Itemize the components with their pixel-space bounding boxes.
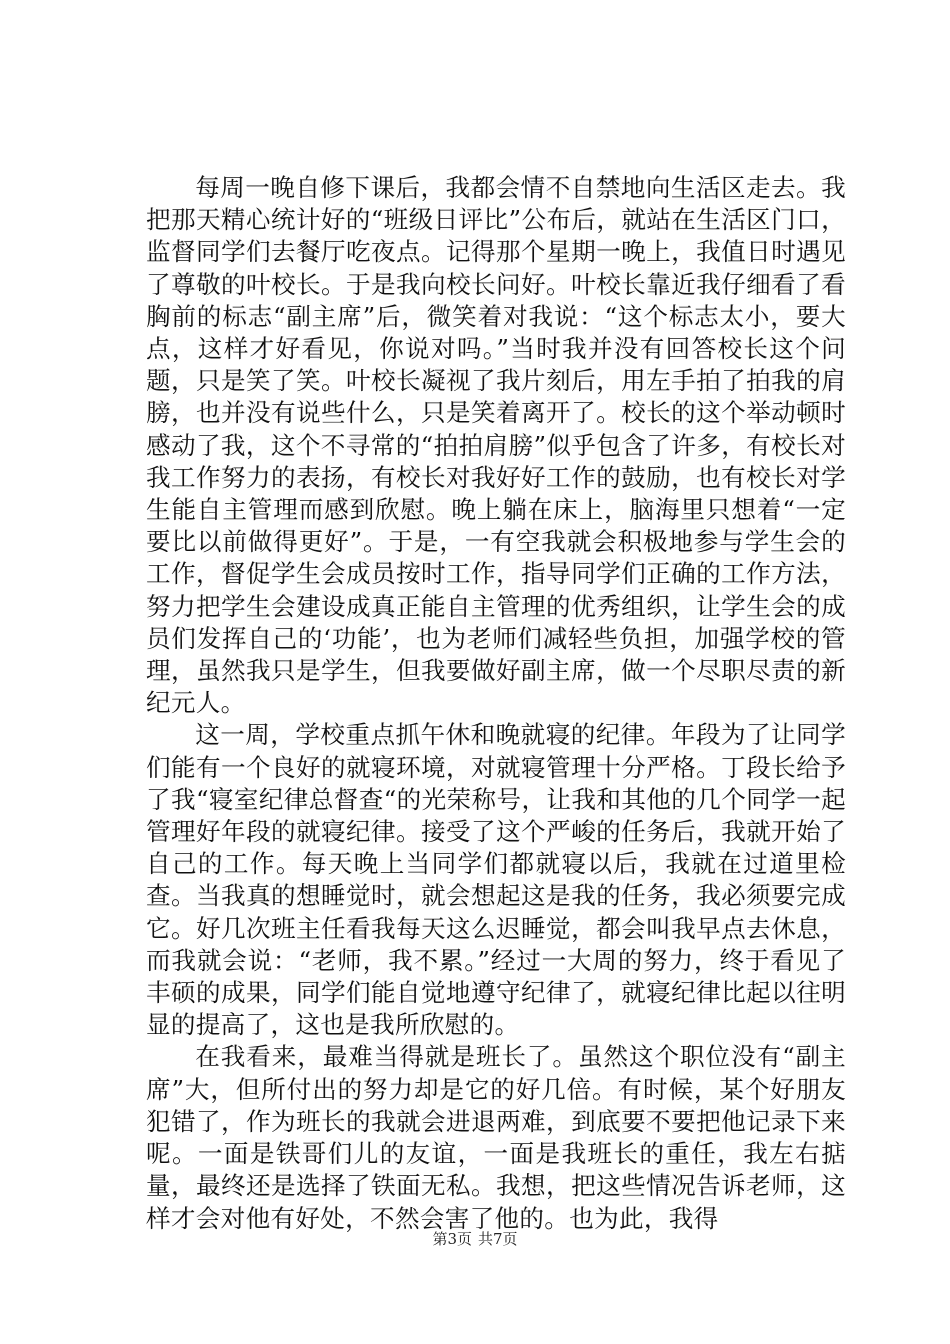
body-text xyxy=(146,172,846,1235)
paragraph-1: 每周一晚自修下课后，我都会情不自禁地向生活区走去。我把那天精心统计好的“班级日评比”公布后，就站在生活区门口，监督同学们去餐厅吃夜点。记得那个星期一晚上，我值日时遇见了尊敬的叶校长。于是我向校长问好。叶校长靠近我仔细看了看胸前的标志“副主席”后，微笑着对我说：“这个标志太小，要大点，这样才好看见，你说对吗。”当时我并没有回答校长这个问题，只是笑了笑。叶校长凝视了我片刻后，用左手拍了拍我的肩膀，也并没有说些什么，只是笑着离开了。校长的这个举动顿时感动了我，这个不寻常的“拍拍肩膀”似乎包含了许多，有校长对我工作努力的表扬，有校长对我好好工作的鼓励，也有校长对学生能自主管理而感到欣慰。晚上躺在床上，脑海里只想着“一定要比以前做得更好”。于是，一有空我就会积极地参与学生会的工作，督促学生会成员按时工作，指导同学们正确的工作方法，努力把学生会建设成真正能自主管理的优秀组织，让学生会的成员们发挥自己的‘功能’，也为老师们减轻些负担，加强学校的管理，虽然我只是学生，但我要做好副主席，做一个尽职尽责的新纪元人。 xyxy=(146,173,846,718)
page-total: 共7页 xyxy=(478,1230,518,1248)
paragraph-2: 这一周，学校重点抓午休和晚就寝的纪律。年段为了让同学们能有一个良好的就寝环境，对就寝管理十分严格。丁段长给予了我“寝室纪律总督查“的光荣称号，让我和其他的几个同学一起管理好年段的就寝纪律。接受了这个严峻的任务后，我就开始了自己的工作。每天晚上当同学们都就寝以后，我就在过道里检查。当我真的想睡觉时，就会想起这是我的任务，我必须要完成它。好几次班主任看我每天这么迟睡觉，都会叫我早点去休息，而我就会说：“老师，我不累。”经过一大周的努力，终于看见了丰硕的成果，同学们能自觉地遵守纪律了，就寝纪律比起以往明显的提高了，这也是我所欣慰的。 xyxy=(146,720,846,1040)
paragraph-3: 在我看来，最难当得就是班长了。虽然这个职位没有“副主席”大，但所付出的努力却是它的好几倍。有时候，某个好朋友犯错了，作为班长的我就会进退两难，到底要不要把他记录下来呢。一面是铁哥们儿的友谊，一面是我班长的重任，我左右掂量，最终还是选择了铁面无私。我想，把这些情况告诉老师，这样才会对他有好处，不然会害了他的。也为此，我得 xyxy=(146,1042,846,1233)
page-number: 第3页 xyxy=(432,1230,472,1248)
page-footer xyxy=(0,1228,950,1249)
